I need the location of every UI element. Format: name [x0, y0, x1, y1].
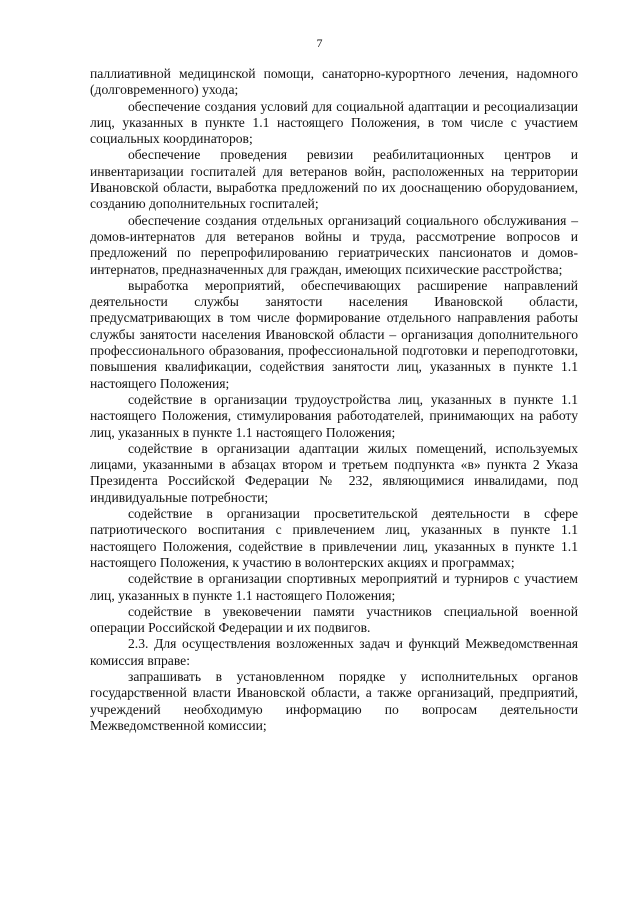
paragraph: обеспечение создания отдельных организаций социального обслуживания – домов-интернатов для ветеранов войны и труда, рассмотрение вопросов и предложений по перепрофилированию гериатрических пансионатов и домов-интернатов, предназначенных для граждан, имеющих психические расстройства; [90, 212, 578, 277]
paragraph: выработка мероприятий, обеспечивающих расширение направлений деятельности службы занятости населения Ивановской области, предусматривающих в том числе формирование отдельного направления работы службы занятости населения Ивановской области – организация дополнительного профессионального образования, профессиональной подготовки и переподготовки, повышения квалификации, содействия занятости лиц, указанных в пункте 1.1 настоящего Положения; [90, 277, 578, 391]
paragraph: 2.3. Для осуществления возложенных задач и функций Межведомственная комиссия вправе: [90, 636, 578, 668]
paragraph: содействие в организации спортивных мероприятий и турниров с участием лиц, указанных в пункте 1.1 настоящего Положения; [90, 571, 578, 603]
paragraph: обеспечение проведения ревизии реабилитационных центров и инвентаризации госпиталей для ветеранов войн, расположенных на территории Ивановской области, выработка предложений по их дооснащению оборудованием, созданию дополнительных госпиталей; [90, 147, 578, 212]
paragraph: обеспечение создания условий для социальной адаптации и ресоциализации лиц, указанных в пункте 1.1 настоящего Положения, в том числе с участием социальных координаторов; [90, 98, 578, 147]
page-number: 7 [316, 36, 323, 50]
paragraph: запрашивать в установленном порядке у исполнительных органов государственной власти Ивановской области, а также организаций, предприятий, учреждений необходимую информацию по вопросам деятельности Межведомственной комиссии; [90, 668, 578, 733]
paragraph: содействие в организации просветительской деятельности в сфере патриотического воспитания с привлечением лиц, указанных в пункте 1.1 настоящего Положения, содействие в привлечении лиц, указанных в пункте 1.1 настоящего Положения, к участию в волонтерских акциях и программах; [90, 506, 578, 570]
paragraph: содействие в организации адаптации жилых помещений, используемых лицами, указанными в абзацах втором и третьем подпункта «в» пункта 2 Указа Президента Российской Федерации № 232, являющимися инвалидами, под индивидуальные потребности; [90, 440, 578, 505]
document-body [90, 66, 578, 734]
paragraph: содействие в организации трудоустройства лиц, указанных в пункте 1.1 настоящего Положения, стимулирования работодателей, принимающих на работу лиц, указанных в пункте 1.1 настоящего Положения; [90, 391, 578, 440]
paragraph: содействие в увековечении памяти участников специальной военной операции Российской Федерации и их подвигов. [90, 603, 578, 636]
paragraph: паллиативной медицинской помощи, санаторно-курортного лечения, надомного (долговременного) ухода; [90, 66, 578, 98]
